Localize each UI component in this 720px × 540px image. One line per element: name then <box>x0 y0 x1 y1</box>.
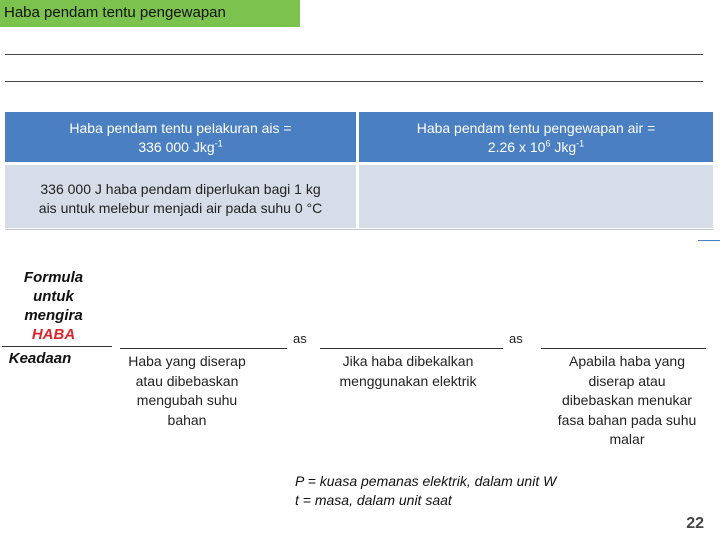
note-power: P = kuasa pemanas elektrik, dalam unit W <box>295 473 557 489</box>
page-number: 22 <box>686 515 704 532</box>
table-header-right <box>359 112 713 162</box>
formula-blank-3 <box>541 348 706 349</box>
column-2-text: Jika haba dibekalkan menggunakan elektrik <box>339 353 477 389</box>
column-3-text: Apabila haba yang diserap atau dibebaskan menukar fasa bahan pada suhu malar <box>557 353 697 447</box>
title-tab <box>0 0 300 27</box>
header-right-line1: Haba pendam tentu pengewapan air = <box>416 120 656 136</box>
page-title: Haba pendam tentu pengewapan <box>4 4 226 21</box>
column-1-text: Haba yang diserap atau dibebaskan mengubah suhu bahan <box>128 353 246 428</box>
as-label-1: as <box>293 331 307 346</box>
header-right-line2: 2.26 x $10^6$ Jkg$^{-1}$ <box>487 138 585 155</box>
table-body-right <box>359 165 713 228</box>
body-left-line2: ais untuk melebur menjadi air pada suhu 0 °C <box>38 200 323 216</box>
formula-label: Formula untuk mengira HABA <box>5 268 102 344</box>
haba-word: HABA <box>31 326 76 343</box>
formula-blank-2 <box>320 348 503 349</box>
formula-underline <box>2 346 112 347</box>
table-body-left <box>5 165 356 228</box>
formula-blank-1 <box>120 348 287 349</box>
as-label-2: as <box>509 331 523 346</box>
answer-line-2 <box>5 81 703 82</box>
body-left-line1: 336 000 J haba pendam diperlukan bagi 1 kg <box>40 181 321 197</box>
table-header-left <box>5 112 356 162</box>
table-bottom-border <box>5 229 713 230</box>
answer-line-1 <box>5 54 703 55</box>
note-time: t = masa, dalam unit saat <box>295 492 452 508</box>
decorative-line <box>698 240 720 241</box>
header-left-line1: Haba pendam tentu pelakuran ais = <box>69 120 292 136</box>
keadaan-label: Keadaan <box>8 350 72 367</box>
header-left-line2: 336 000 Jkg$^{-1}$ <box>138 138 223 155</box>
